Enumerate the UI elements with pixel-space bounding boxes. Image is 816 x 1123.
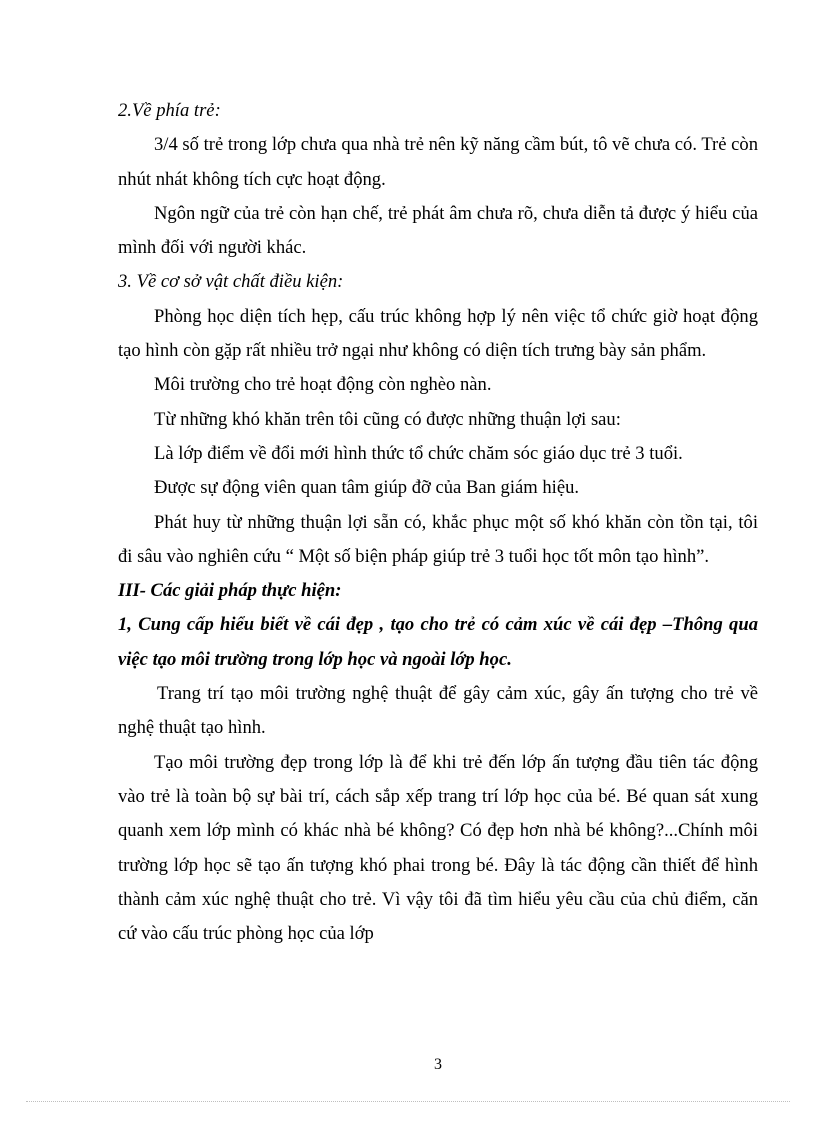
paragraph-environment: Môi trường cho trẻ hoạt động còn nghèo nàn. xyxy=(154,374,492,396)
paragraph-pilot-class: Là lớp điểm về đổi mới hình thức tổ chức chăm sóc giáo dục trẻ 3 tuổi. xyxy=(154,442,683,464)
paragraph-beautiful-environment: Tạo môi trường đẹp trong lớp là để khi trẻ đến lớp ấn tượng đầu tiên tác động vào trẻ là toàn bộ sự bài trí, cách sắp xếp trang trí lớp học của bé. Bé quan sát xung quanh xem lớp mình có khác nhà bé không? Có đẹp hơn nhà bé không?...Chính môi trường lớp học sẽ tạo ấn tượng khó phai trong bé. Đây là tác động cần thiết để hình thành cảm xúc nghệ thuật cho trẻ. Vì vậy tôi đã tìm hiểu yêu cầu của chủ điểm, căn cứ vào cấu trúc phòng học của lớp xyxy=(118,751,758,945)
paragraph-children-skills: 3/4 số trẻ trong lớp chưa qua nhà trẻ nên kỹ năng cầm bút, tô vẽ chưa có. Trẻ còn nhút nhát không tích cực hoạt động. xyxy=(118,134,758,190)
paragraph-decoration: Trang trí tạo môi trường nghệ thuật để gây cảm xúc, gây ấn tượng cho trẻ về nghệ thuật tạo hình. xyxy=(118,683,758,739)
heading-facilities: 3. Về cơ sở vật chất điều kiện: xyxy=(118,271,344,293)
paragraph-advantages-intro: Từ những khó khăn trên tôi cũng có được những thuận lợi sau: xyxy=(154,408,621,430)
page-content xyxy=(118,94,758,951)
page-number: 3 xyxy=(434,1056,442,1073)
paragraph-research: Phát huy từ những thuận lợi sẵn có, khắc phục một số khó khăn còn tồn tại, tôi đi sâu vào nghiên cứu “ Một số biện pháp giúp trẻ 3 tuổi học tốt môn tạo hình”. xyxy=(118,511,758,567)
heading-children: 2.Về phía trẻ: xyxy=(118,100,221,121)
heading-section-1: 1, Cung cấp hiểu biết về cái đẹp , tạo cho trẻ có cảm xúc về cái đẹp –Thông qua việc tạo môi trường trong lớp học và ngoài lớp học. xyxy=(118,614,758,670)
page-bottom-divider xyxy=(26,1101,790,1102)
paragraph-classroom: Phòng học diện tích hẹp, cấu trúc không hợp lý nên việc tổ chức giờ hoạt động tạo hình còn gặp rất nhiều trở ngại như không có diện tích trưng bày sản phẩm. xyxy=(118,305,758,362)
paragraph-children-language: Ngôn ngữ của trẻ còn hạn chế, trẻ phát âm chưa rõ, chưa diễn tả được ý hiểu của mình đối với người khác. xyxy=(118,202,758,259)
heading-solutions: III- Các giải pháp thực hiện: xyxy=(118,580,342,602)
paragraph-support: Được sự động viên quan tâm giúp đỡ của Ban giám hiệu. xyxy=(154,477,580,499)
